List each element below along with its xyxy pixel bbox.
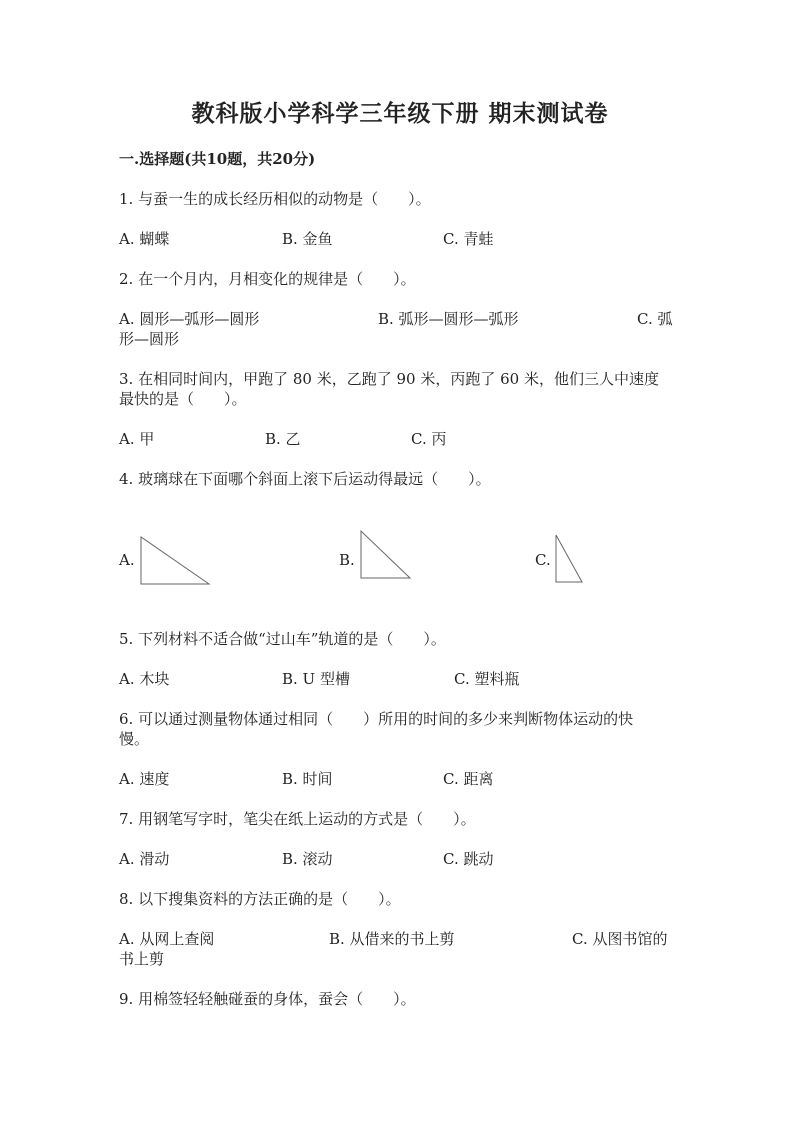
q4-option-a: A.	[119, 551, 135, 569]
q8-option-c: C. 从图书馆的	[572, 930, 668, 948]
question-3-continued: 最快的是（ ）。	[119, 390, 247, 408]
q3-option-a: A. 甲	[119, 430, 155, 448]
q4-incline-a-figure	[140, 536, 212, 586]
q4-incline-b-figure	[360, 530, 414, 582]
q3-option-c: C. 丙	[411, 430, 447, 448]
q4-option-b: B.	[339, 551, 355, 569]
q3-option-b: B. 乙	[265, 430, 301, 448]
q8-option-c-continued: 书上剪	[119, 950, 165, 968]
section-heading: 一.选择题(共10题，共20分)	[119, 150, 316, 168]
question-3: 3. 在相同时间内，甲跑了 80 米，乙跑了 90 米，丙跑了 60 米，他们三人中速度	[119, 370, 659, 388]
q8-option-a: A. 从网上查阅	[119, 930, 215, 948]
q8-option-b: B. 从借来的书上剪	[329, 930, 455, 948]
question-6: 6. 可以通过测量物体通过相同（ ）所用的时间的多少来判断物体运动的快	[119, 710, 634, 728]
q5-option-b: B. U 型槽	[282, 670, 350, 688]
q4-incline-c-figure	[555, 534, 585, 584]
q6-option-a: A. 速度	[119, 770, 170, 788]
q7-option-a: A. 滑动	[119, 850, 170, 868]
q6-option-c: C. 距离	[443, 770, 494, 788]
q2-option-a: A. 圆形—弧形—圆形	[119, 310, 260, 328]
q2-option-b: B. 弧形—圆形—弧形	[378, 310, 519, 328]
q1-option-a: A. 蝴蝶	[119, 230, 170, 248]
q7-option-c: C. 跳动	[443, 850, 494, 868]
q1-option-b: B. 金鱼	[282, 230, 333, 248]
question-1: 1. 与蚕一生的成长经历相似的动物是（ ）。	[119, 190, 431, 208]
question-6-continued: 慢。	[119, 730, 150, 748]
question-8: 8. 以下搜集资料的方法正确的是（ ）。	[119, 890, 401, 908]
question-4: 4. 玻璃球在下面哪个斜面上滚下后运动得最远（ ）。	[119, 470, 491, 488]
question-7: 7. 用钢笔写字时，笔尖在纸上运动的方式是（ ）。	[119, 810, 476, 828]
q7-option-b: B. 滚动	[282, 850, 333, 868]
q2-option-c: C. 弧	[637, 310, 673, 328]
q2-option-c-continued: 形—圆形	[119, 330, 180, 348]
question-9: 9. 用棉签轻轻触碰蚕的身体，蚕会（ ）。	[119, 990, 416, 1008]
q4-option-c: C.	[535, 551, 551, 569]
question-5: 5. 下列材料不适合做“过山车”轨道的是（ ）。	[119, 630, 446, 648]
page-title: 教科版小学科学三年级下册 期末测试卷	[191, 100, 609, 127]
q1-option-c: C. 青蛙	[443, 230, 494, 248]
q6-option-b: B. 时间	[282, 770, 333, 788]
question-2: 2. 在一个月内，月相变化的规律是（ ）。	[119, 270, 416, 288]
q5-option-c: C. 塑料瓶	[454, 670, 520, 688]
q5-option-a: A. 木块	[119, 670, 170, 688]
